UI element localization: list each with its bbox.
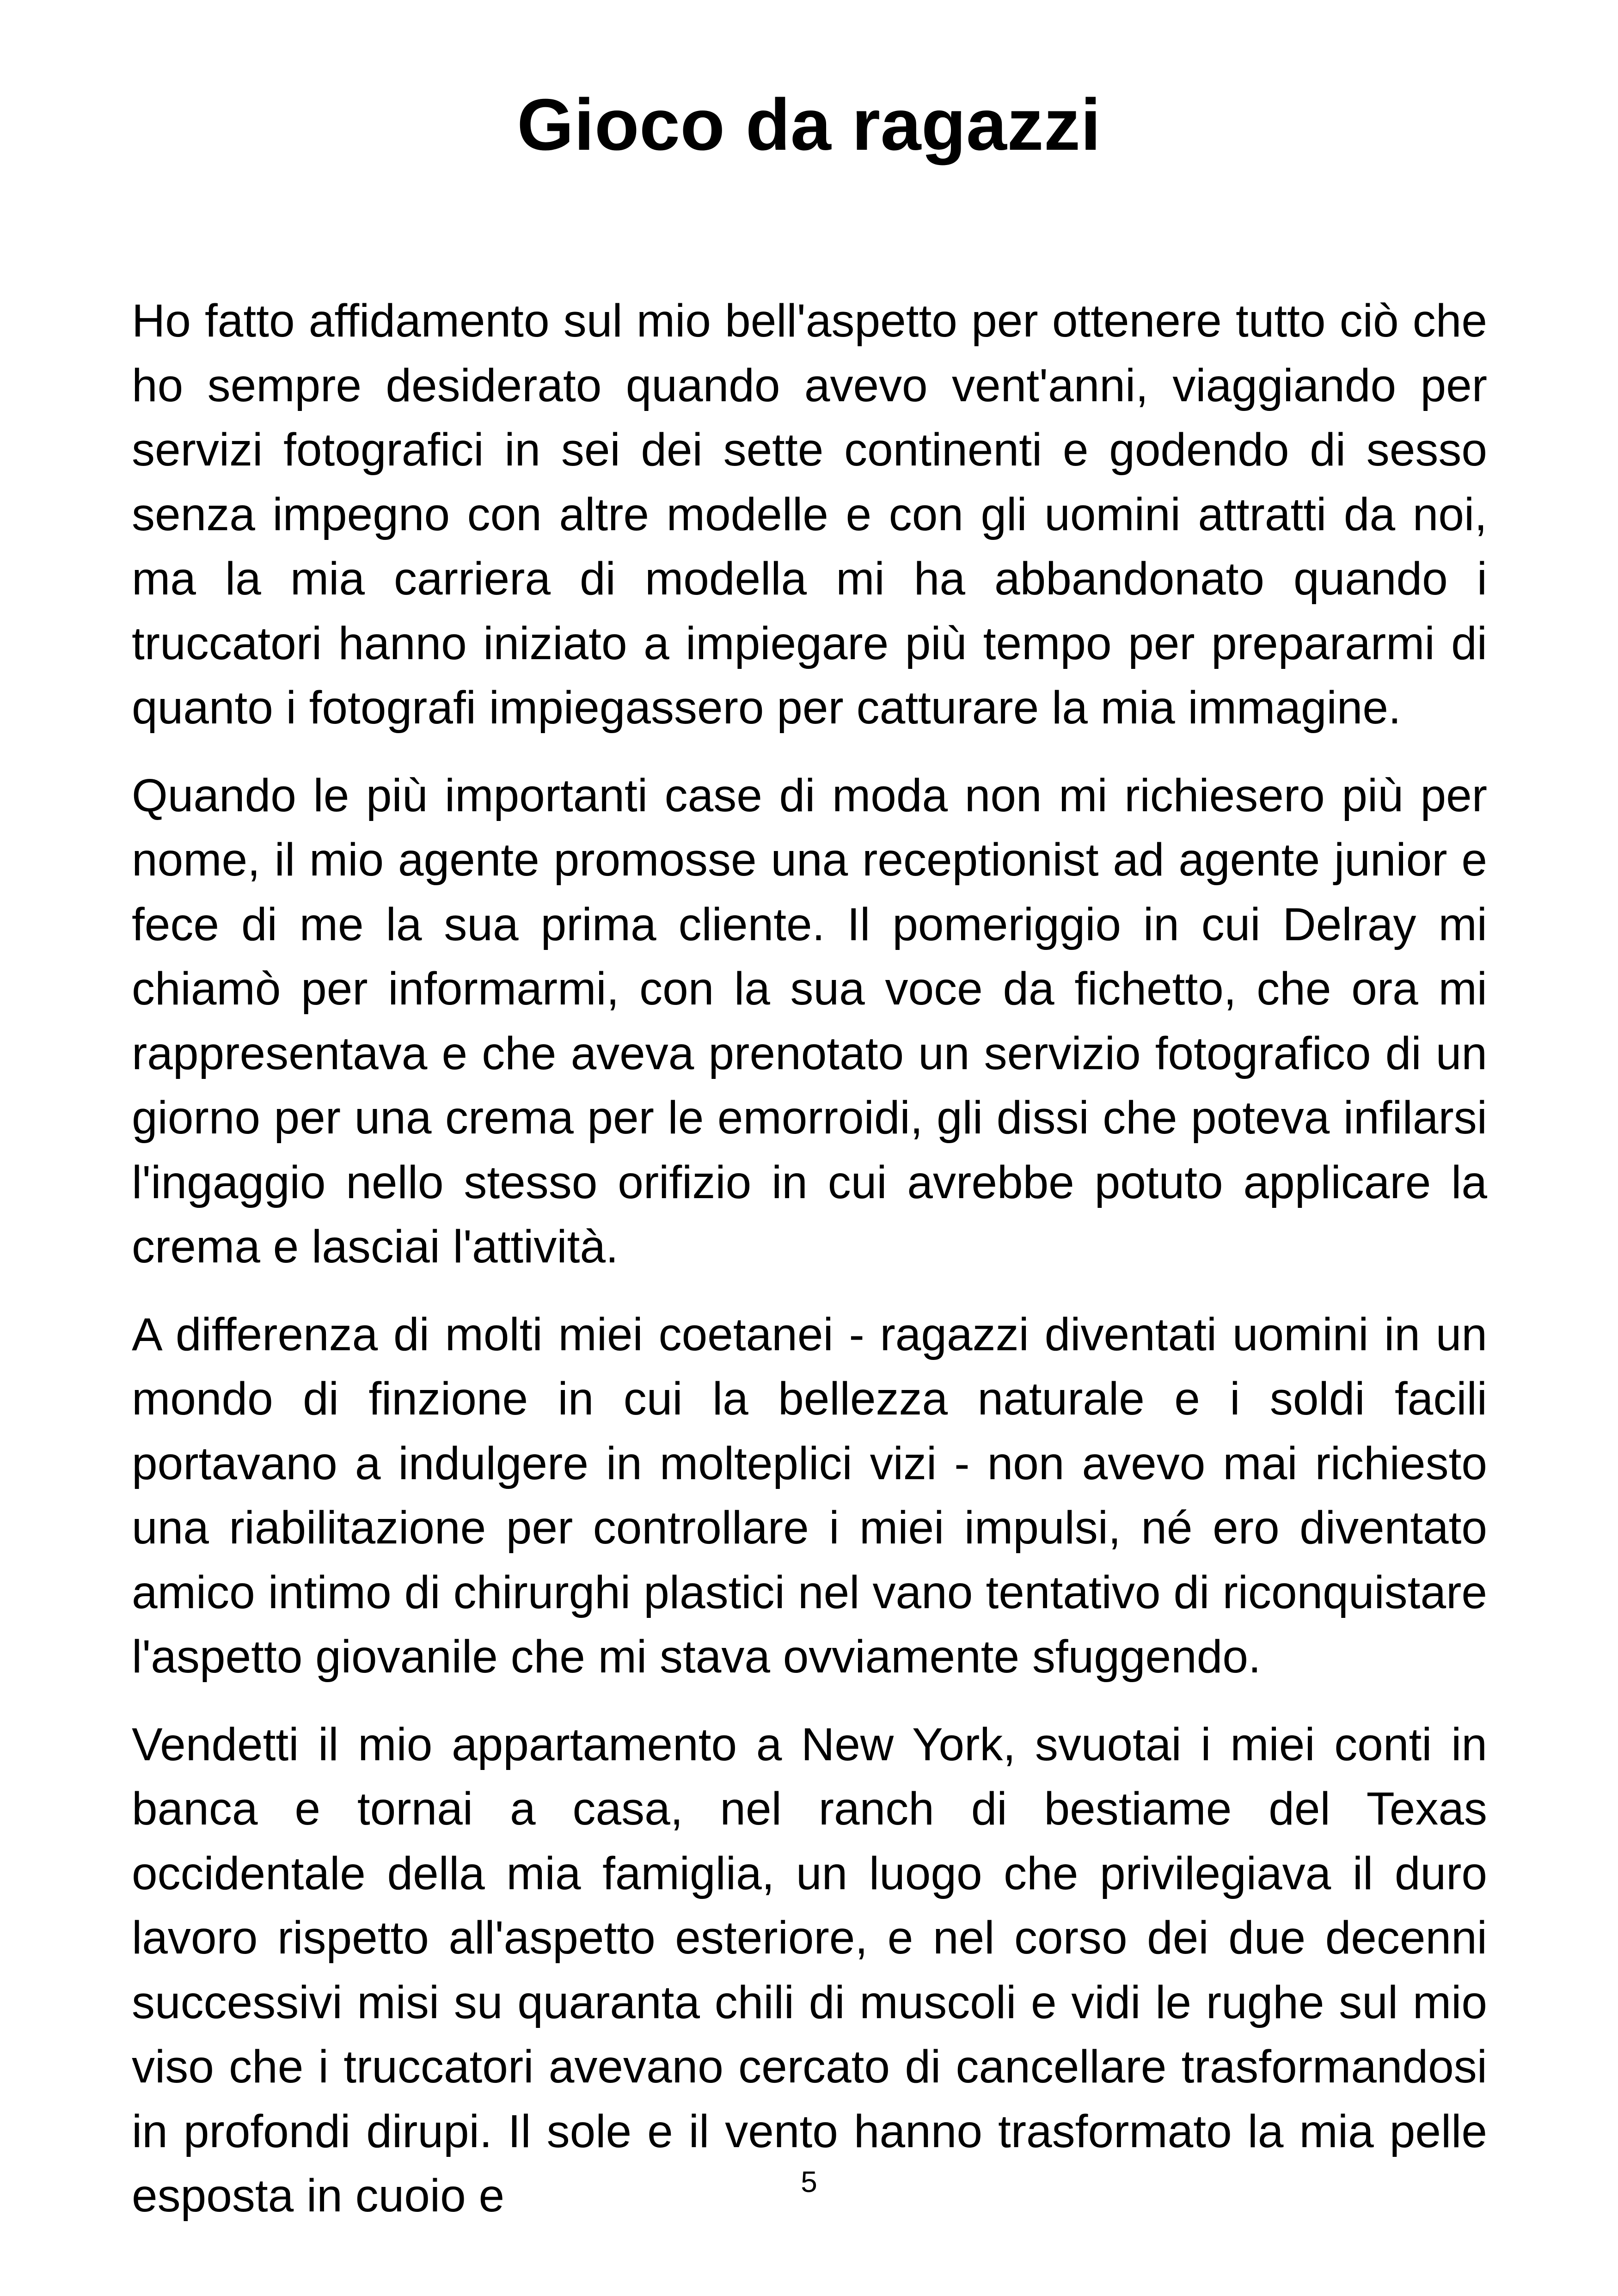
page-number: 5	[801, 2165, 817, 2198]
page-title: Gioco da ragazzi	[517, 84, 1101, 165]
body-text	[132, 289, 1487, 2252]
paragraph: Vendetti il mio appartamento a New York, svuotai i miei conti in banca e tornai a casa, nel ranch di bestiame del Texas occidentale della mia famiglia, un luogo che privilegiava il duro lavoro rispetto all'aspetto esteriore, e nel corso dei due decenni successivi misi su quaranta chili di muscoli e vidi le rughe sul mio viso che i truccatori avevano cercato di cancellare trasformandosi in profondi dirupi. Il sole e il vento hanno trasformato la mia pelle esposta in cuoio e	[132, 1718, 1487, 2222]
paragraph: A differenza di molti miei coetanei - ragazzi diventati uomini in un mondo di finzione in cui la bellezza naturale e i soldi facili portavano a indulgere in molteplici vizi - non avevo mai richiesto una riabilitazione per controllare i miei impulsi, né ero diventato amico intimo di chirurghi plastici nel vano tentativo di riconquistare l'aspetto giovanile che mi stava ovviamente sfuggendo.	[132, 1308, 1487, 1683]
paragraph: Ho fatto affidamento sul mio bell'aspetto per ottenere tutto ciò che ho sempre desiderato quando avevo vent'anni, viaggiando per servizi fotografici in sei dei sette continenti e godendo di sesso senza impegno con altre modelle e con gli uomini attratti da noi, ma la mia carriera di modella mi ha abbandonato quando i truccatori hanno iniziato a impiegare più tempo per prepararmi di quanto i fotografi impiegassero per catturare la mia immagine.	[132, 295, 1487, 734]
paragraph: Quando le più importanti case di moda non mi richiesero più per nome, il mio agente promosse una receptionist ad agente junior e fece di me la sua prima cliente. Il pomeriggio in cui Delray mi chiamò per informarmi, con la sua voce da fichetto, che ora mi rappresentava e che aveva prenotato un servizio fotografico di un giorno per una crema per le emorroidi, gli dissi che poteva infilarsi l'ingaggio nello stesso orifizio in cui avrebbe potuto applicare la crema e lasciai l'attività.	[132, 769, 1487, 1273]
